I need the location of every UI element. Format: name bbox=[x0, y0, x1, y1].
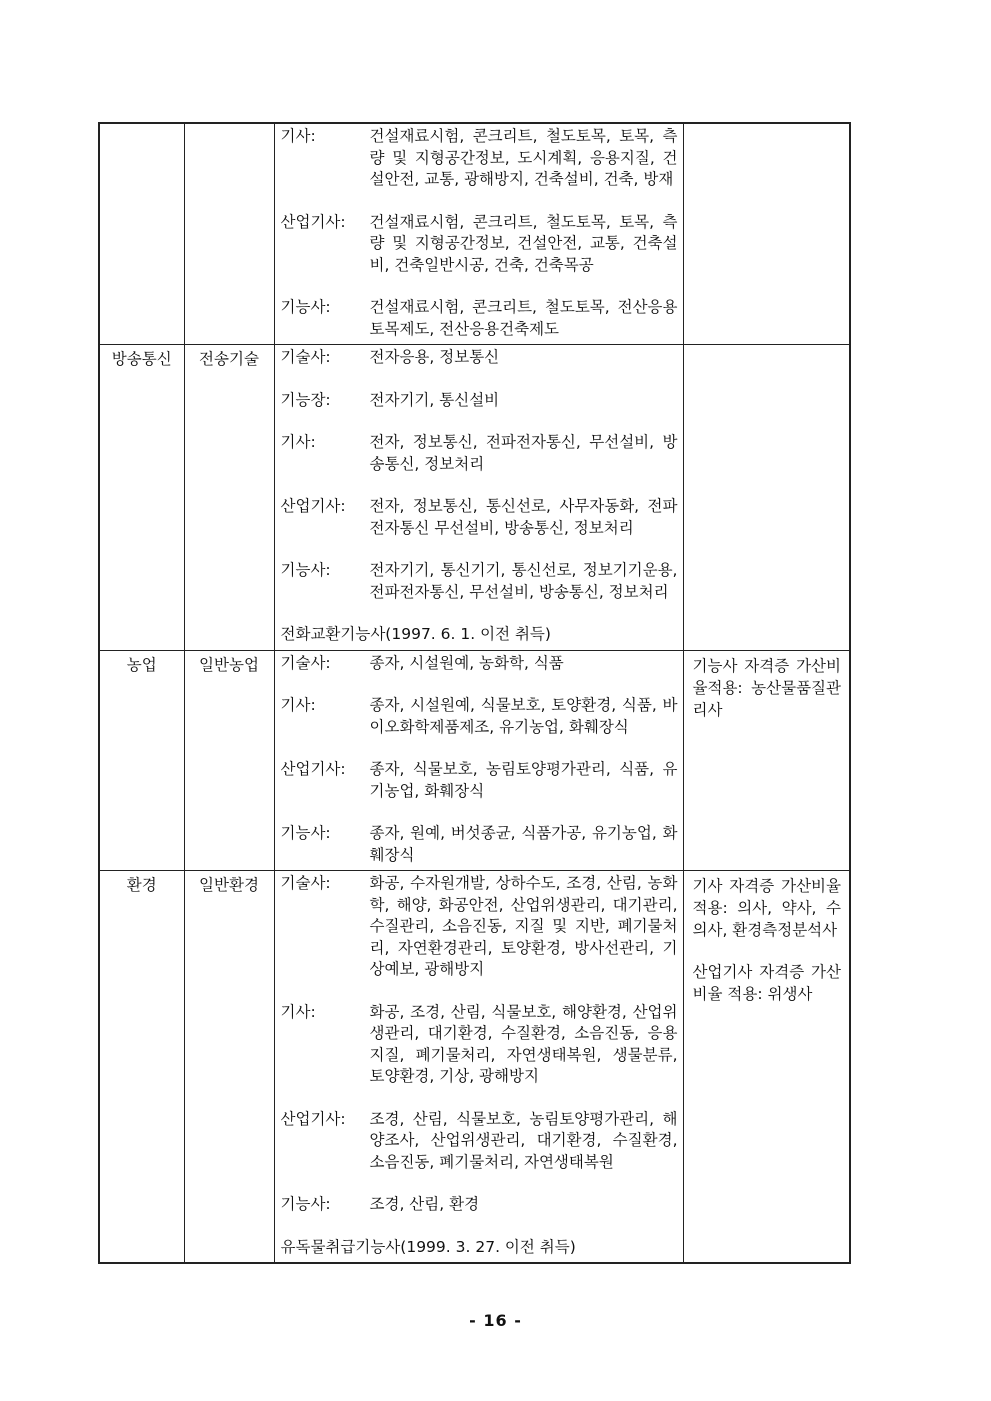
qualifications-cell bbox=[274, 345, 683, 651]
qualification-entry bbox=[281, 823, 678, 866]
qualification-grade: 기능사: bbox=[280, 824, 331, 842]
qualification-entry bbox=[281, 1194, 678, 1216]
page-number: - 16 - bbox=[469, 1311, 522, 1330]
bonus-ratio-note: 산업기사 자격증 가산비율 적용: 위생사 bbox=[692, 963, 841, 1003]
qualification-items: 화공, 수자원개발, 상하수도, 조경, 산림, 농화학, 해양, 화공안전, 산업위생관리, 대기관리, 수질관리, 소음진동, 지질 및 지반, 폐기물처리, 자연환경관리, 토양환경, 방사선관리, 기상예보, 광해방지 bbox=[369, 874, 678, 978]
category-cell bbox=[99, 123, 184, 345]
qualification-entry bbox=[281, 297, 678, 340]
qualification-entry bbox=[281, 695, 678, 738]
bonus-ratio-note: 기능사 자격증 가산비율적용: 농산물품질관리사 bbox=[692, 656, 841, 719]
notes-cell bbox=[683, 871, 850, 1264]
qualification-grade: 기사: bbox=[280, 696, 316, 714]
qualification-entry bbox=[281, 212, 678, 277]
qualification-grade: 기능사: bbox=[280, 298, 331, 316]
bonus-ratio-note: 기사 자격증 가산비율 적용: 의사, 약사, 수의사, 환경측정분석사 bbox=[692, 877, 841, 939]
category-cell: 농업 bbox=[99, 650, 184, 871]
qualification-grade: 기능장: bbox=[280, 390, 331, 409]
subcategory-cell: 일반환경 bbox=[184, 871, 274, 1264]
notes-cell bbox=[683, 345, 850, 651]
qualification-entry bbox=[281, 347, 678, 369]
qualifications-cell bbox=[274, 871, 683, 1264]
table-row bbox=[99, 345, 850, 651]
qualification-grade: 산업기사: bbox=[280, 1109, 346, 1128]
qualification-items: 전자기기, 통신기기, 통신선로, 정보기기운용, 전파전자통신, 무선설비, 방송통신, 정보처리 bbox=[369, 561, 678, 601]
qualification-entry bbox=[281, 1002, 678, 1088]
qualification-entry bbox=[281, 390, 678, 412]
qualification-grade: 산업기사: bbox=[280, 497, 346, 515]
subcategory-cell bbox=[184, 123, 274, 345]
qualification-items: 건설재료시험, 콘크리트, 철도토목, 토목, 측량 및 지형공간정보, 건설안전, 교통, 건축설비, 건축일반시공, 건축, 건축목공 bbox=[369, 212, 678, 274]
qualification-items: 건설재료시험, 콘크리트, 철도토목, 토목, 측량 및 지형공간정보, 도시계획, 응용지질, 건설안전, 교통, 광해방지, 건축설비, 건축, 방재 bbox=[369, 127, 678, 188]
qualification-grade: 기능사: bbox=[280, 1195, 331, 1213]
qualification-items: 조경, 산림, 식물보호, 농림토양평가관리, 해양조사, 산업위생관리, 대기환경, 수질환경, 소음진동, 폐기물처리, 자연생태복원 bbox=[369, 1109, 678, 1171]
qualification-items: 종자, 시설원예, 식물보호, 토양환경, 식품, 바이오화학제품제조, 유기농업, 화훼장식 bbox=[369, 696, 678, 736]
qualification-items: 건설재료시험, 콘크리트, 철도토목, 전산응용토목제도, 전산응용건축제도 bbox=[369, 298, 678, 338]
qualification-entry bbox=[281, 873, 678, 981]
qualification-grade: 기능사: bbox=[280, 561, 331, 579]
category-cell: 방송통신 bbox=[99, 345, 184, 651]
qualification-grade: 기사: bbox=[280, 433, 316, 451]
qualification-table bbox=[98, 122, 851, 1264]
qualification-entry bbox=[281, 653, 678, 675]
qualification-grade: 기사: bbox=[280, 1002, 316, 1021]
qualification-entry bbox=[281, 1109, 678, 1174]
qualification-items: 전자응용, 정보통신 bbox=[369, 348, 500, 366]
notes-cell bbox=[683, 650, 850, 871]
qualifications-cell bbox=[274, 123, 683, 345]
qualification-items: 조경, 산림, 환경 bbox=[369, 1195, 480, 1213]
notes-cell bbox=[683, 123, 850, 345]
qualification-entry bbox=[281, 759, 678, 802]
qualification-items: 종자, 원예, 버섯종균, 식품가공, 유기농업, 화훼장식 bbox=[369, 824, 678, 864]
qualification-grade: 산업기사: bbox=[280, 760, 346, 778]
category-cell: 환경 bbox=[99, 871, 184, 1264]
qualifications-cell bbox=[274, 650, 683, 871]
qualification-items: 화공, 조경, 산림, 식물보호, 해양환경, 산업위생관리, 대기환경, 수질환경, 소음진동, 응용지질, 폐기물처리, 자연생태복원, 생물분류, 토양환경, 기상, 광해방지 bbox=[369, 1002, 678, 1085]
qualification-entry bbox=[281, 126, 678, 191]
table-row bbox=[99, 123, 850, 345]
qualification-grade: 기술사: bbox=[280, 348, 331, 366]
subcategory-cell: 전송기술 bbox=[184, 345, 274, 651]
qualification-entry bbox=[281, 560, 678, 603]
qualification-items: 전자, 정보통신, 통신선로, 사무자동화, 전파전자통신 무선설비, 방송통신, 정보처리 bbox=[369, 497, 678, 537]
table-row bbox=[99, 650, 850, 871]
legacy-qualification-note: 유독물취급기능사(1999. 3. 27. 이전 취득) bbox=[280, 1237, 576, 1256]
table-row bbox=[99, 871, 850, 1264]
qualification-items: 전자기기, 통신설비 bbox=[369, 390, 500, 409]
qualification-items: 종자, 시설원예, 농화학, 식품 bbox=[369, 653, 564, 672]
qualification-grade: 기사: bbox=[280, 127, 316, 145]
qualification-items: 종자, 식물보호, 농림토양평가관리, 식품, 유기농업, 화훼장식 bbox=[369, 760, 678, 800]
qualification-entry bbox=[281, 496, 678, 539]
qualification-grade: 기술사: bbox=[280, 874, 331, 892]
qualification-grade: 기술사: bbox=[280, 653, 331, 672]
qualification-items: 전자, 정보통신, 전파전자통신, 무선설비, 방송통신, 정보처리 bbox=[369, 433, 678, 473]
subcategory-cell: 일반농업 bbox=[184, 650, 274, 871]
qualification-entry bbox=[281, 432, 678, 475]
legacy-qualification-note: 전화교환기능사(1997. 6. 1. 이전 취득) bbox=[280, 625, 551, 643]
qualification-grade: 산업기사: bbox=[280, 212, 346, 231]
